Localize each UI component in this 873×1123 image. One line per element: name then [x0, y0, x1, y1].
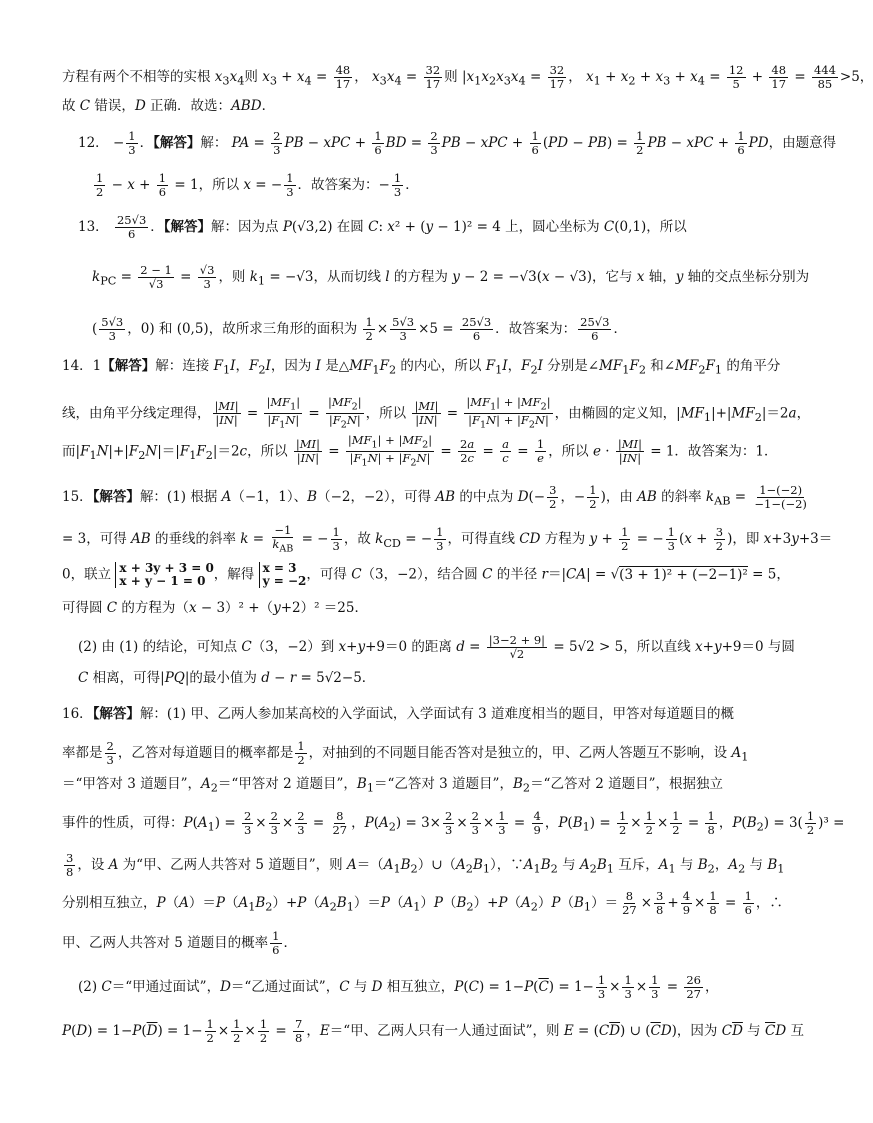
text-line: (2) 由 (1) 的结论，可知点 C（3，−2）到 x+y+9＝0 的距离 d = $\frac{|3-2 + 9|}{√2}$ = 5√2 > 5，所以直线 x+y+9＝0 与圆 — [78, 633, 795, 661]
text-line: 线，由角平分线定理得， $\frac{|MI|}{|IN|}$ = $\frac{|MF_1|}{|F_1N|}$ = $\frac{|MF_2|}{|F_2N|}$ ，所以 $\frac{|MI|}{|IN|}$ = $\frac{|MF_1| + |MF_2|}{|F_1N| + |F_2N|}$ ，由椭圆的定义知，$|MF_1|+|MF_2|=2a$， — [62, 395, 811, 431]
text-line: 14．1【解答】解：连接 $F_1I$，$F_2I$，因为 I 是$\triangle MF_1F_2$ 的内心，所以 $F_1I$，$F_2I$ 分别是$\angle MF_1F_2$ 和$\angle MF_2F_1$ 的角平分 — [62, 358, 781, 377]
text-line: 率都是 $\frac{2}{3}$ ，乙答对每道题目的概率都是 $\frac{1}{2}$ ，对抽到的不同题目能否答对是独立的，甲、乙两人答题互不影响，设 $A_1$ — [62, 739, 749, 767]
text-line: 13． $\frac{25√3}{6}$ ．【解答】解：因为点 P(√3,2) 在圆 C: x² + (y − 1)² = 4 上，圆心坐标为 C(0,1)，所以 — [78, 213, 687, 241]
text-line: $P(D) = 1-P(\overline{D}) = 1-$ $\frac{1}{2}$ × $\frac{1}{2}$ × $\frac{1}{2}$ = $\frac{7}{8}$ ，E＝“甲、乙两人只有一人通过面试”，则 $E = (C\overline{D})$ ∪ $(\overline{C}D)$，因为 $C\overline{D}$ 与 $\overline{C}D$ 互 — [62, 1017, 804, 1045]
text-line: 方程有两个不相等的实根 $x_3x_4$则 $x_3 + x_4$ = $\frac{48}{17}$ ， $x_3x_4$ = $\frac{32}{17}$ 则 $|x_1x_2x_3x_4$ = $\frac{32}{17}$ ， $x_1 + x_2 + x_3 + x_4$ = $\frac{12}{5}$ + $\frac{48}{17}$ = $\frac{444}{85}$ >5， — [62, 63, 873, 91]
text-line: 15．【解答】解：(1) 根据 A（−1，1）、B（−2，−2），可得 AB 的中点为 D(− $\frac{3}{2}$ ，− $\frac{1}{2}$ )，由 AB 的斜率 $k_{AB}$ = $\frac{1-(-2)}{-1-(-2)}$ — [62, 483, 807, 511]
text-line: C 相离，可得|PQ|的最小值为 d − r = 5√2−5． — [78, 670, 376, 686]
text-line: ( $\frac{5√3}{3}$ ，0) 和 (0,5)，故所求三角形的面积为 $\frac{1}{2}$ × $\frac{5√3}{3}$ ×5 = $\frac{25√3}{6}$ ．故答案为： $\frac{25√3}{6}$ ． — [92, 315, 627, 343]
text-line: 12． − $\frac{1}{3}$ ．【解答】解： PA = $\frac{2}{3}$ PB − xPC + $\frac{1}{6}$ BD = $\frac{2}{3}$ PB − xPC + $\frac{1}{6}$ (PD − PB) = $\frac{1}{2}$ PB − xPC + $\frac{1}{6}$ PD，由题意得 — [78, 129, 837, 157]
text-line: 故 C 错误，D 正确．故选：ABD． — [62, 98, 276, 114]
text-line: ＝“甲答对 3 道题目”，$A_2=“$甲答对 2 道题目”，$B_1=“$乙答对 3 道题目”，$B_2=“$乙答对 2 道题目”，根据独立 — [62, 776, 724, 795]
text-line: 16．【解答】解：(1) 甲、乙两人参加某高校的入学面试，入学面试有 3 道难度相当的题目，甲答对每道题目的概 — [62, 706, 735, 722]
text-line: 而$|F_1N|+|F_2N|=|F_1F_2|=2c$，所以 $\frac{|MI|}{|IN|}$ = $\frac{|MF_1| + |MF_2|}{|F_1N| + |F_2N|}$ = $\frac{2a}{2c}$ = $\frac{a}{c}$ = $\frac{1}{e}$ ，所以 e · $\frac{|MI|}{|IN|}$ = 1．故答案为：1． — [62, 433, 778, 469]
text-line: 事件的性质，可得：$P(A_1)$ = $\frac{2}{3}$ × $\frac{2}{3}$ × $\frac{2}{3}$ = $\frac{8}{27}$ ，$P(A_2) = 3\times$ $\frac{2}{3}$ × $\frac{2}{3}$ × $\frac{1}{3}$ = $\frac{4}{9}$ ，$P(B_1)$ = $\frac{1}{2}$ × $\frac{1}{2}$ × $\frac{1}{2}$ = $\frac{1}{8}$ ，$P(B_2) = 3$( $\frac{1}{2}$ )³ = — [62, 809, 845, 837]
text-line: 0，联立 x + 3y + 3 = 0 x + y − 1 = 0 ，解得 x = 3 y = −2，可得 C（3，−2），结合圆 C 的半径 r＝|CA| = √(3 + 1)² + (−2−1)² = 5， — [62, 561, 790, 588]
text-line: 甲、乙两人共答对 5 道题目的概率 $\frac{1}{6}$ ． — [62, 929, 297, 957]
text-line: $\frac{1}{2}$ − x + $\frac{1}{6}$ = 1，所以 x = − $\frac{1}{3}$ ．故答案为：− $\frac{1}{3}$ ． — [96, 171, 419, 199]
text-line: (2) C＝“甲通过面试”，D＝“乙通过面试”，C 与 D 相互独立，$P(C) = 1-P(\overline{C}) = 1-$ $\frac{1}{3}$ × $\frac{1}{3}$ × $\frac{1}{3}$ = $\frac{26}{27}$ ， — [78, 973, 719, 1001]
text-line: = 3，可得 AB 的垂线的斜率 k = $\frac{-1}{k_{AB}}$ = − $\frac{1}{3}$ ，故 $k_{CD}$ = − $\frac{1}{3}$ ，可得直线 CD 方程为 y + $\frac{1}{2}$ = − $\frac{1}{3}$ (x + $\frac{3}{2}$ )，即 x+3y+3＝ — [62, 523, 833, 555]
text-line: $\frac{3}{8}$ ，设 A 为“甲、乙两人共答对 5 道题目”，则 $A=(A_1B_2)\cup(A_2B_1)$，$\because A_1B_2$ 与 $A_2B_1$ 互斥，$A_1$ 与 $B_2$，$A_2$ 与 $B_1$ — [66, 851, 785, 879]
text-line: $k_{PC}$ = $\frac{2 - 1}{√3}$ = $\frac{√3}{3}$ ，则 $k_1 = -√3$，从而切线 l 的方程为 y − 2 = −√3(x − √3)，它与 x 轴，y 轴的交点坐标分别为 — [92, 263, 810, 291]
text-line: 分别相互独立，$P(A)=P(A_1B_2)+P(A_2B_1)=P(A_1)P(B_2)+P(A_2)P(B_1)=$ $\frac{8}{27}$ × $\frac{3}{8}$ + $\frac{4}{9}$ × $\frac{1}{8}$ = $\frac{1}{6}$ ，∴ — [62, 889, 783, 917]
text-line: 可得圆 C 的方程为（x − 3）² +（y+2）² ＝25． — [62, 600, 368, 616]
